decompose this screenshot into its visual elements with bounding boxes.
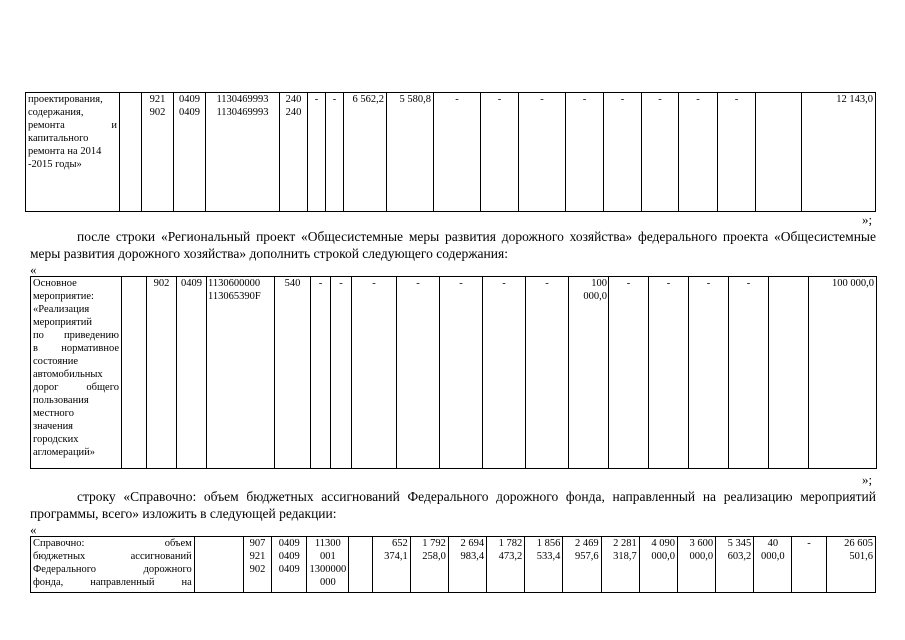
- name-line: состояние: [33, 356, 79, 367]
- value-line: 2 469: [574, 538, 599, 549]
- name-line: фонда, направленный на: [33, 577, 192, 588]
- closing-quote: »;: [862, 212, 873, 227]
- year-value: -: [434, 93, 481, 212]
- name-line: бюджетных ассигнований: [33, 551, 192, 562]
- value-line: 3 600: [689, 538, 714, 549]
- opening-quote: «: [30, 522, 37, 537]
- name-line: Основное: [33, 278, 77, 289]
- value-line: 533,4: [536, 551, 561, 562]
- year-value: -: [604, 93, 642, 212]
- value-line: 000,0: [761, 551, 785, 562]
- value-line: 1 792: [422, 538, 446, 549]
- rz-code: 0409: [278, 551, 300, 562]
- year-value: -: [326, 93, 344, 212]
- rz-code: 0409: [179, 107, 200, 118]
- csr-code: 1130469993: [216, 107, 269, 118]
- csr-code: 001: [319, 551, 336, 562]
- csr-cell: [307, 537, 349, 593]
- name-line: «Реализация: [33, 304, 90, 315]
- empty-cell: [120, 93, 142, 212]
- table-continuation: [25, 92, 876, 212]
- value-line: 258,0: [422, 551, 446, 562]
- opening-quote: «: [30, 262, 37, 277]
- value-line: 1 782: [498, 538, 523, 549]
- table-new-row: [30, 276, 877, 469]
- value-line: 000,0: [651, 551, 675, 562]
- year-value: [754, 537, 792, 593]
- name-line: мероприятие:: [33, 291, 94, 302]
- value-line: 1 856: [536, 538, 561, 549]
- empty-cell: [769, 277, 809, 469]
- table-reference-row: [30, 536, 876, 593]
- empty-cell: [349, 537, 372, 593]
- year-value: [525, 537, 563, 593]
- grbs-code: 902: [249, 564, 266, 575]
- year-value: 100 000,0: [569, 277, 609, 469]
- value-line: 2 281: [613, 538, 637, 549]
- grbs-code: 921: [249, 551, 266, 562]
- row-name: [31, 537, 195, 593]
- csr-code: 11300: [314, 538, 341, 549]
- value-line: -: [807, 538, 811, 549]
- year-value: [372, 537, 410, 593]
- csr-code: 1130600000: [208, 278, 261, 289]
- row-name: [31, 277, 122, 469]
- value-line: 000,0: [689, 551, 714, 562]
- year-value: [410, 537, 448, 593]
- name-line: агломераций»: [33, 447, 96, 458]
- paragraph-insert-row: после строки «Региональный проект «Общесистемные меры развития дорожного хозяйства» федерального проекта «Общесистемные меры развития дорожного хозяйства» дополнить строкой следующего содержания:: [30, 229, 876, 261]
- empty-cell: [756, 93, 802, 212]
- vr-cell: [280, 93, 308, 212]
- csr-cell: [206, 93, 280, 212]
- year-value: -: [481, 93, 519, 212]
- value-line: 5 345: [727, 538, 752, 549]
- name-line: -2015 годы»: [28, 159, 82, 170]
- empty-cell: [122, 277, 147, 469]
- name-line: автомобильных: [33, 369, 103, 380]
- year-value: [487, 537, 525, 593]
- name-line: мероприятий: [33, 317, 92, 328]
- name-line: Справочно: объем: [33, 538, 192, 549]
- csr-code: 000: [319, 577, 336, 588]
- value-line: 374,1: [384, 551, 408, 562]
- value-line: 4 090: [651, 538, 675, 549]
- vr-code: 540: [275, 277, 311, 469]
- total-value: [826, 537, 875, 593]
- row-name: [26, 93, 120, 212]
- year-value: [563, 537, 601, 593]
- name-line: пользования: [33, 395, 89, 406]
- year-value: -: [642, 93, 679, 212]
- csr-code: 113065390F: [208, 291, 261, 302]
- name-line: ремонта на 2014: [28, 146, 102, 157]
- rz-cell: [174, 93, 206, 212]
- value-line: 501,6: [849, 551, 873, 562]
- year-value: -: [483, 277, 526, 469]
- grbs-code: 902: [147, 277, 177, 469]
- year-value: -: [440, 277, 483, 469]
- year-value: -: [397, 277, 440, 469]
- name-line: дорог общего: [33, 382, 119, 393]
- year-value: 6 562,2: [344, 93, 387, 212]
- csr-code: 1130469993: [216, 94, 269, 105]
- total-value: 12 143,0: [802, 93, 876, 212]
- year-value: [639, 537, 677, 593]
- value-line: 652: [391, 538, 408, 549]
- name-line: содержания,: [28, 107, 84, 118]
- name-line: ремонта и: [28, 120, 117, 131]
- year-value: -: [352, 277, 397, 469]
- value-line: 603,2: [727, 551, 752, 562]
- year-value: -: [609, 277, 649, 469]
- rz-cell: [272, 537, 307, 593]
- vr-code: 240: [285, 94, 302, 105]
- year-value: [448, 537, 486, 593]
- name-line: Федерального дорожного: [33, 564, 192, 575]
- name-line: в нормативное: [33, 343, 119, 354]
- name-line: капитального: [28, 133, 89, 144]
- year-value: -: [311, 277, 331, 469]
- year-value: -: [519, 93, 566, 212]
- grbs-code: 902: [149, 107, 166, 118]
- csr-cell: [207, 277, 275, 469]
- grbs-cell: [243, 537, 271, 593]
- year-value: [677, 537, 715, 593]
- value-line: 983,4: [460, 551, 485, 562]
- rz-code: 0409: [278, 538, 300, 549]
- year-value: -: [649, 277, 689, 469]
- vr-code: 240: [285, 107, 302, 118]
- value-line: 318,7: [613, 551, 637, 562]
- name-line: городских: [33, 434, 79, 445]
- value-line: 473,2: [498, 551, 523, 562]
- csr-code: 1300000: [309, 564, 347, 575]
- year-value: 5 580,8: [387, 93, 434, 212]
- name-line: по приведению: [33, 330, 119, 341]
- grbs-code: 907: [249, 538, 266, 549]
- grbs-cell: [142, 93, 174, 212]
- year-value: -: [679, 93, 718, 212]
- year-value: -: [566, 93, 604, 212]
- value-line: 2 694: [460, 538, 485, 549]
- year-value: -: [526, 277, 569, 469]
- paragraph-replace-row: строку «Справочно: объем бюджетных ассигнований Федерального дорожного фонда, направленный на реализацию мероприятий программы, всего» изложить в следующей редакции:: [30, 489, 876, 521]
- year-value: -: [331, 277, 352, 469]
- year-value: [716, 537, 754, 593]
- empty-cell: [194, 537, 243, 593]
- value-line: 26 605: [844, 538, 873, 549]
- year-value: [601, 537, 639, 593]
- total-value: 100 000,0: [809, 277, 877, 469]
- name-line: проектирования,: [28, 94, 103, 105]
- closing-quote: »;: [862, 472, 873, 487]
- rz-code: 0409: [179, 94, 200, 105]
- year-value: [792, 537, 826, 593]
- rz-code: 0409: [177, 277, 207, 469]
- name-line: местного: [33, 408, 74, 419]
- rz-code: 0409: [278, 564, 300, 575]
- name-line: значения: [33, 421, 74, 432]
- value-line: 957,6: [574, 551, 599, 562]
- year-value: -: [729, 277, 769, 469]
- grbs-code: 921: [149, 94, 166, 105]
- year-value: -: [308, 93, 326, 212]
- year-value: -: [718, 93, 756, 212]
- value-line: 40: [767, 538, 779, 549]
- year-value: -: [689, 277, 729, 469]
